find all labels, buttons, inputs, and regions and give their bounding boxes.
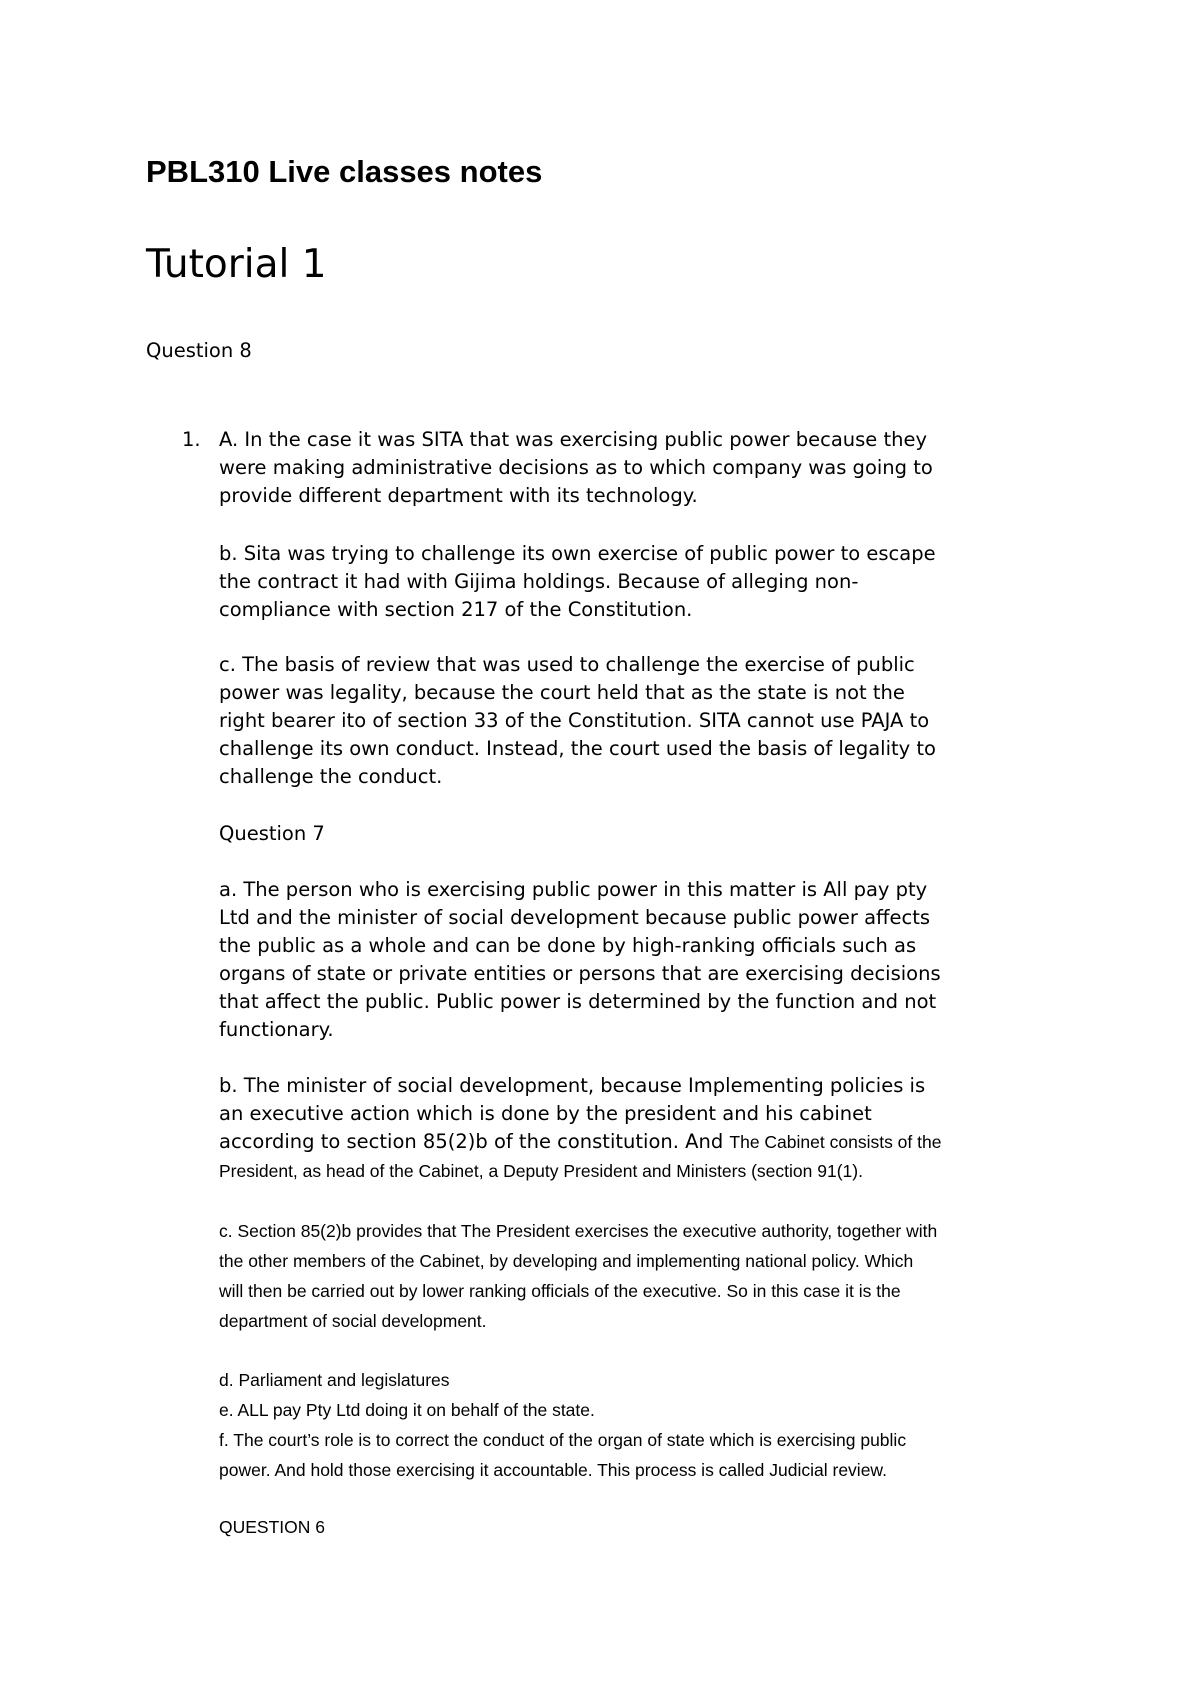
answer-8b-line: the contract it had with Gijima holdings. Because of alleging non-	[219, 570, 859, 593]
answer-7e: e. ALL pay Pty Ltd doing it on behalf of the state.	[219, 1400, 595, 1420]
answer-7c-line: the other members of the Cabinet, by developing and implementing national policy. Which	[219, 1251, 914, 1271]
answer-7a	[219, 876, 1099, 1044]
answer-7d-7f	[219, 1365, 1099, 1485]
answer-8b	[219, 540, 1099, 624]
answer-7c-line: c. Section 85(2)b provides that The President exercises the executive authority, together with	[219, 1221, 938, 1241]
answer-8b-line: compliance with section 217 of the Constitution.	[219, 598, 693, 621]
answer-7b-line: b. The minister of social development, because Implementing policies is	[219, 1074, 926, 1097]
answer-7b-line-3-main: according to section 85(2)b of the constitution. And	[219, 1130, 730, 1153]
answer-8c-line: right bearer ito of section 33 of the Constitution. SITA cannot use PAJA to	[219, 709, 930, 732]
answer-8c-line: challenge its own conduct. Instead, the court used the basis of legality to	[219, 737, 936, 760]
answer-7f-line: power. And hold those exercising it accountable. This process is called Judicial review.	[219, 1460, 887, 1480]
question-8-label: Question 8	[146, 339, 252, 362]
answer-7c	[219, 1216, 1099, 1336]
answer-7a-line: a. The person who is exercising public power in this matter is All pay pty	[219, 878, 928, 901]
answer-7f-line: f. The court’s role is to correct the conduct of the organ of state which is exercising public	[219, 1430, 907, 1450]
answer-7a-line: functionary.	[219, 1018, 334, 1041]
answer-7b	[219, 1072, 1099, 1186]
answer-8a-line: A. In the case it was SITA that was exercising public power because they	[219, 428, 928, 451]
answer-7b-line-3	[219, 1128, 1099, 1156]
answer-8c-line: power was legality, because the court held that as the state is not the	[219, 681, 905, 704]
answer-8c-line: c. The basis of review that was used to challenge the exercise of public	[219, 653, 915, 676]
answer-7b-line-4: President, as head of the Cabinet, a Deputy President and Ministers (section 91(1).	[219, 1161, 863, 1181]
answer-7a-line: Ltd and the minister of social development because public power affects	[219, 906, 931, 929]
answer-7a-line: organs of state or private entities or persons that are exercising decisions	[219, 962, 941, 985]
tutorial-heading: Tutorial 1	[146, 242, 327, 287]
answer-7b-line-3-small: The Cabinet consists of the	[729, 1132, 942, 1152]
answer-7b-line: an executive action which is done by the president and his cabinet	[219, 1102, 872, 1125]
answer-8c	[219, 651, 1099, 791]
question-6-label: QUESTION 6	[219, 1517, 325, 1537]
answer-7a-line: that affect the public. Public power is determined by the function and not	[219, 990, 937, 1013]
answer-7a-line: the public as a whole and can be done by high-ranking officials such as	[219, 934, 917, 957]
answer-7c-line: will then be carried out by lower ranking officials of the executive. So in this case it is the	[219, 1281, 901, 1301]
answer-8a	[219, 426, 1099, 510]
answer-8c-line: challenge the conduct.	[219, 765, 443, 788]
answer-8b-line: b. Sita was trying to challenge its own exercise of public power to escape	[219, 542, 936, 565]
list-number: 1.	[182, 428, 201, 451]
answer-8a-line: provide different department with its technology.	[219, 484, 698, 507]
question-7-label: Question 7	[219, 822, 325, 845]
answer-7d: d. Parliament and legislatures	[219, 1370, 450, 1390]
document-title: PBL310 Live classes notes	[146, 154, 543, 189]
answer-7c-line: department of social development.	[219, 1311, 487, 1331]
answer-8a-line: were making administrative decisions as to which company was going to	[219, 456, 933, 479]
